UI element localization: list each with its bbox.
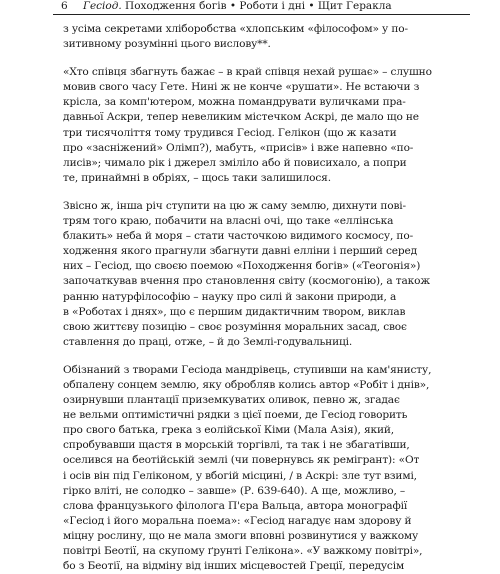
text-line: давньої Аскри, тепер невеликим містечком Аскрі, де мало що не: [63, 111, 419, 124]
text-line: те, принаймні в обріях, – щось таки залишилося.: [63, 171, 331, 184]
text-line: і осів він під Геліконом, у вбогій місцині, / в Аскрі: зле тут взимі,: [63, 469, 417, 482]
text-line: блакить» неба й моря – стати часточкою видимого космосу, по-: [63, 230, 413, 243]
text-line: започаткував вчення про становлення світу (космогонію), а також: [63, 275, 430, 288]
running-title: [83, 0, 392, 12]
text-line: крісла, за комп'ютером, можна помандрувати вуличками пра-: [63, 96, 406, 109]
text-line: спробувавши щастя в морській торгівлі, та так і не збагатівши,: [63, 439, 410, 452]
running-title-author: Гесіод.: [83, 0, 122, 12]
text-line: них – Гесіод, що своєю поемою «Походження богів» («Теогонія»): [63, 260, 421, 273]
text-line: про свого батька, грека з еолійської Кіми (Мала Азія), який,: [63, 424, 394, 437]
running-title-works: Походження богів • Роботи і дні • Щит Геракла: [121, 0, 392, 12]
text-line: оселився на беотійській землі (чи повернувсь як ремігрант): «От: [63, 454, 420, 467]
text-line: «Гесіод і його моральна поема»: «Гесіод нагадує нам здорову й: [63, 514, 412, 527]
paragraph-cosmogony: [63, 199, 465, 350]
text-line: ходження якого прагнули збагнути давні елліни і перший серед: [63, 245, 418, 258]
text-line: Обізнаний з творами Гесіода мандрівець, ступивши на кам'янисту,: [63, 363, 432, 376]
text-line: три тисячоліття тому трудився Гесіод. Гелікон (що ж казати: [63, 126, 397, 139]
text-line: свою життєву позицію – своє розуміння моральних засад, своє: [63, 320, 407, 333]
text-line: обпалену сонцем землю, яку обробляв колись автор «Робіт і днів»,: [63, 378, 430, 391]
page-body: [63, 22, 465, 574]
text-line: Звісно ж, інша річ ступити на цю ж саму землю, дихнути пові-: [63, 199, 406, 212]
text-line: ставлення до праці, отже, – й до Землі-годувальниці.: [63, 335, 353, 348]
running-header: [53, 0, 470, 15]
text-line: лисів»; чимало рік і джерел зміліло або й повисихало, а попри: [63, 156, 407, 169]
text-line: повітрі Беотії, на скупому ґрунті Гелікона». «У важкому повітрі»,: [63, 545, 423, 557]
text-line: озирнувши плантації приземкуватих оливок, певно ж, згадає: [63, 394, 400, 407]
paragraph-intro-end: [63, 22, 465, 52]
paragraph-goethe-quote: [63, 65, 465, 186]
text-line: слова французького філолога П'єра Вальца, автора монографії: [63, 499, 408, 512]
text-line: не вельми оптимістичні рядки з цієї поеми, де Гесіод говорить: [63, 409, 408, 422]
text-line: з усіма секретами хліборобства «хлопським «філософом» у по-: [63, 23, 408, 35]
text-line: мовив свого часу Гете. Нині ж не конче «рушати». Не встаючи з: [63, 81, 420, 94]
text-line: «Хто співця збагнуть бажає – в край співця нехай рушає» – слушно: [63, 66, 432, 79]
text-line: ранню натурфілософію – науку про силі й закони природи, а: [63, 290, 397, 303]
text-line: про «засніжений» Олімп?), мабуть, «присів» і вже напевно «по-: [63, 141, 414, 154]
paragraph-traveller: [63, 363, 465, 574]
text-line: в «Роботах і днях», що є першим дидактичним твором, виклав: [63, 305, 406, 318]
text-line: бо з Беотії, на відміну від інших місцевостей Греції, передусім: [63, 560, 405, 573]
text-line: міцну рослину, що не мала змоги вповні розвинутися у важкому: [63, 529, 419, 542]
text-line: зитивному розумінні цього вислову**.: [63, 38, 271, 51]
text-line: трям того краю, побачити на власні очі, що таке «еллінська: [63, 215, 394, 228]
page-number: 6: [61, 0, 68, 12]
text-line: гірко вліті, не солодко – завше» (Р. 639-640). А ще, можливо, –: [63, 484, 406, 497]
